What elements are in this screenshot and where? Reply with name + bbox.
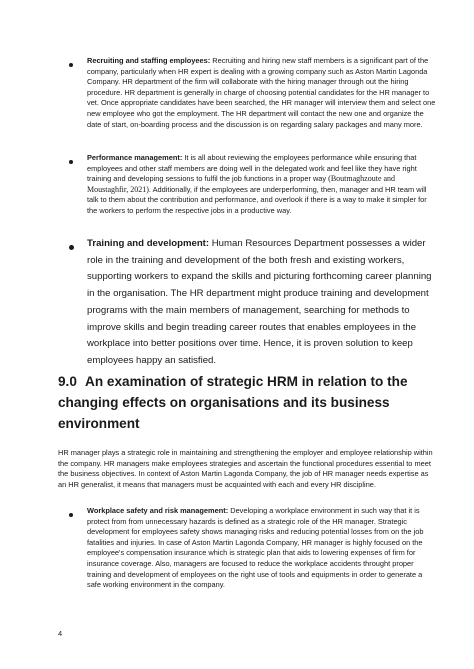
- item-label: Training and development:: [87, 238, 210, 249]
- intro-paragraph: HR manager plays a strategic role in maintaining and strengthening the employer and employee relationship within the company. HR managers make employees strategies and ascertain the functional procedures essential to meet the business objectives. In context of Aston Martin Lagonda Company, the job of HR manager needs expertise as an HR generalist, it means that managers must be acquainted with each and every HR discipline.: [58, 448, 433, 489]
- section-heading: [58, 371, 438, 434]
- list-item-recruiting: [87, 56, 437, 130]
- item-text: It is all about reviewing the employees performance while ensuring that employees and other staff members are doing well in the delegated work and feel like they have right training and developing sessions to fulfil the job functions in a proper way: [87, 153, 417, 184]
- list-item-workplace-safety: [87, 506, 437, 591]
- item-text: . Additionally, if the employees are underperforming, then, manager and HR team will talk to them about the contribution and performance, and overlook if there is a way to make it simpler for the workers to perform the respective jobs in a productive way.: [87, 184, 427, 215]
- list-item-performance: [87, 153, 437, 217]
- item-text: Developing a workplace environment in such way that it is protect from from unnecessary hazards is defined as a strategic role of the HR manager. Strategic development for employees safety shows managing risks and reducing potential losses from on the job fatalities and injuries. In case of Aston Martin Lagonda Company, HR manager is highly focused on the employee's compensation insurance which is strategic plan that aids to lowering expenses of firm for insurance coverage. Also, managers are focused to reduce the workplace accidents throught proper training and development of employees on the right use of tools and equipments in order to generate a safe working environment in the company.: [87, 506, 424, 590]
- item-text: Recruiting and hiring new staff members is a significant part of the company, particularly when HR expert is dealing with a growing company such as Aston Martin Lagonda Company. HR department of the firm will collaborate with the hiring manager through out the hiring procedure. HR department is generally in charge of choosing potential candidates for the HR manager to vet. Once appropriate candidates have been searched, the HR manager will interview them and select one new employee who got the employment. The HR department will contact the new one and organize the date of start, on-boarding process and the discussion is on regarding salary packages and many more.: [87, 56, 436, 129]
- item-label: Workplace safety and risk management:: [87, 506, 229, 515]
- bullet-marker: [69, 513, 73, 517]
- section-number: 9.0: [58, 374, 77, 389]
- item-label: Performance management:: [87, 153, 183, 162]
- item-text: Human Resources Department possesses a wider role in the training and development of the both fresh and existing workers, supporting workers to expand the skills and picturing forthcoming career planning in the organisation. The HR department might produce training and development programs with the main members of management, searching for methods to improve skills and begin treading career routes that enables employees in the workplace into better positions over time. Hence, it is proven solution to keep employees happy an satisfied.: [87, 238, 432, 366]
- bullet-marker: [69, 160, 73, 164]
- citation: (Boutmaghzoute and Moustaghfir, 2021): [87, 174, 396, 194]
- page-number: 4: [58, 629, 63, 638]
- bullet-marker: [69, 63, 73, 67]
- item-label: Recruiting and staffing employees:: [87, 56, 211, 65]
- list-item-training: [87, 236, 440, 370]
- bullet-marker: [69, 245, 74, 250]
- section-title: An examination of strategic HRM in relation to the changing effects on organisations and its business environment: [58, 374, 408, 431]
